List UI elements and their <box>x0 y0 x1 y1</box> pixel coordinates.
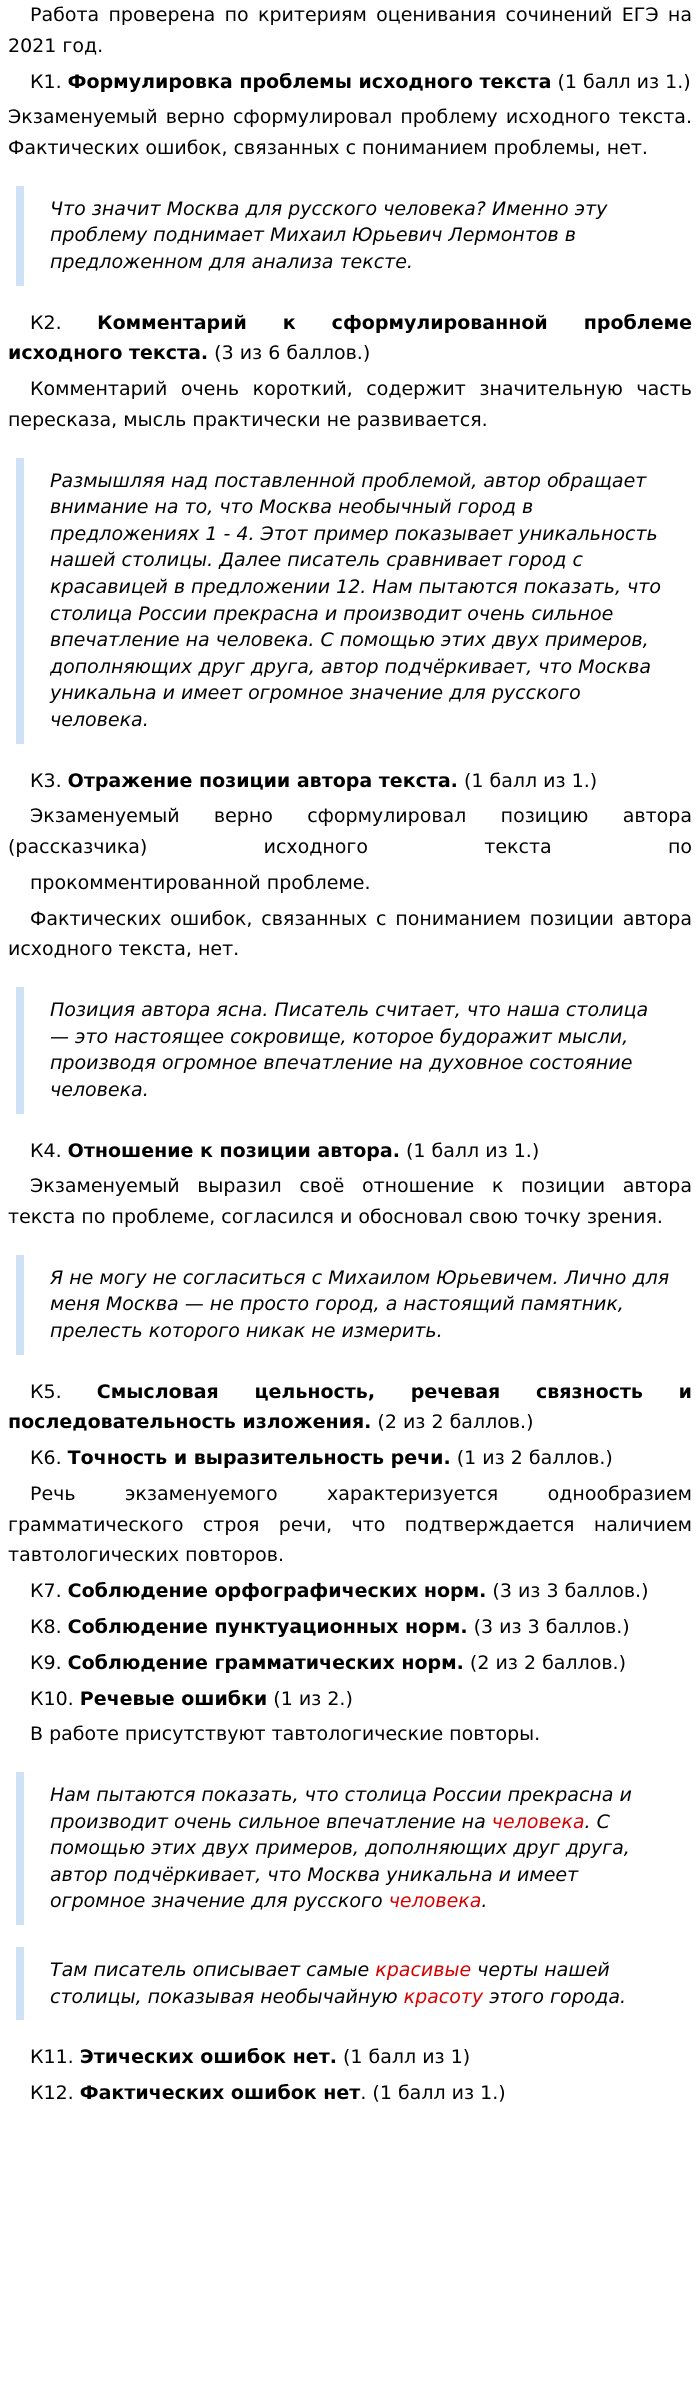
criterion-title: Формулировка проблемы исходного текста <box>67 70 552 93</box>
quote-text: . <box>481 1890 488 1913</box>
k10-comment: В работе присутствуют тавтологические повторы. <box>30 1723 541 1746</box>
criterion-score: (2 из 2 баллов.) <box>469 1651 626 1674</box>
criterion-number: К2. <box>30 311 62 334</box>
criterion-title: Соблюдение пунктуационных норм. <box>67 1616 468 1639</box>
k4-comment: Экзаменуемый выразил своё отношение к позиции автора текста по проблеме, согласился и обосновал свою точку зрения. <box>8 1175 692 1229</box>
k10-quote-1 <box>16 1772 692 1925</box>
criterion-number: К7. <box>30 1580 62 1603</box>
criterion-title: Речевые ошибки <box>79 1687 268 1710</box>
criterion-title: Комментарий к сформулированной проблеме исходного текста. <box>8 311 692 365</box>
criterion-k10 <box>8 1684 692 1715</box>
criterion-score: (1 балл из 1) <box>342 2046 471 2069</box>
quote-text: . С помощью этих двух примеров, дополняющих друг друга, автор подчёркивает, что Москва уникальна и имеет огромное значение для русского <box>50 1810 630 1913</box>
criterion-number: К3. <box>30 769 62 792</box>
criterion-k2 <box>8 308 692 370</box>
criterion-title: Этических ошибок нет. <box>79 2046 337 2069</box>
criterion-score: (1 балл из 1.) <box>557 70 691 93</box>
highlighted-word: красоту <box>403 1985 484 2008</box>
k3-comment-2: прокомментированной проблеме. <box>30 871 371 894</box>
quote-text: черты нашей столицы, показывая необычайную <box>50 1959 610 2008</box>
criterion-score: (1 из 2.) <box>273 1687 353 1710</box>
quote-text: Там писатель описывает самые <box>50 1959 376 1982</box>
criterion-number: К4. <box>30 1139 62 1162</box>
criterion-number: К9. <box>30 1651 62 1674</box>
criterion-number: К5. <box>30 1380 62 1403</box>
quote-text: этого города. <box>483 1985 627 2008</box>
criterion-k8 <box>8 1612 692 1643</box>
criterion-k3 <box>8 766 692 797</box>
criterion-k4 <box>8 1136 692 1167</box>
k1-comment: Экзаменуемый верно сформулировал проблему исходного текста. Фактических ошибок, связанных с пониманием проблемы, нет. <box>8 106 692 160</box>
criterion-score: (3 из 6 баллов.) <box>214 342 371 365</box>
criterion-k9 <box>8 1648 692 1679</box>
criterion-number: К11. <box>30 2046 74 2069</box>
criterion-number: К12. <box>30 2082 74 2104</box>
blank-space <box>8 2114 692 2394</box>
criterion-title: Соблюдение орфографических норм. <box>67 1580 487 1603</box>
criterion-k1 <box>8 67 692 98</box>
highlighted-word: человека <box>491 1810 585 1833</box>
criterion-number: К6. <box>30 1447 62 1470</box>
criterion-score: (2 из 2 баллов.) <box>377 1411 534 1434</box>
criterion-title: Фактических ошибок нет <box>79 2082 361 2104</box>
k4-quote: Я не могу не согласиться с Михаилом Юрьевичем. Лично для меня Москва — не просто город, а настоящий памятник, прелесть которого никак не измерить. <box>16 1255 692 1355</box>
criterion-score: (1 балл из 1.) <box>463 769 598 792</box>
criterion-title: Отражение позиции автора текста. <box>67 769 458 792</box>
k3-comment-1: Экзаменуемый верно сформулировал позицию автора (рассказчика) исходного текста по <box>8 805 692 859</box>
k6-comment: Речь экзаменуемого характеризуется однообразием грамматического строя речи, что подтверждается наличием тавтологических повторов. <box>8 1482 692 1567</box>
highlighted-word: человека <box>388 1890 482 1913</box>
criterion-title: Отношение к позиции автора. <box>67 1139 400 1162</box>
criterion-number: К8. <box>30 1616 62 1639</box>
k3-comment-3: Фактических ошибок, связанных с пониманием позиции автора исходного текста, нет. <box>8 907 692 961</box>
k2-comment: Комментарий очень короткий, содержит значительную часть пересказа, мысль практически не развивается. <box>8 378 692 431</box>
criterion-title: Точность и выразительность речи. <box>67 1447 451 1470</box>
criterion-number: К10. <box>30 1687 74 1710</box>
criterion-k11 <box>8 2042 692 2073</box>
criterion-k12 <box>8 2078 692 2109</box>
intro-text: Работа проверена по критериям оценивания сочинений ЕГЭ на 2021 год. <box>8 4 692 57</box>
k1-quote: Что значит Москва для русского человека? Именно эту проблему поднимает Михаил Юрьевич Лермонтов в предложенном для анализа тексте. <box>16 186 692 286</box>
highlighted-word: красивые <box>375 1959 472 1982</box>
punctuation: . <box>360 2082 367 2104</box>
criterion-k6 <box>8 1443 692 1474</box>
criterion-score: (1 балл из 1.) <box>372 2082 506 2104</box>
criterion-score: (3 из 3 баллов.) <box>473 1616 630 1639</box>
criterion-k5 <box>8 1377 692 1439</box>
criterion-score: (1 из 2 баллов.) <box>456 1447 613 1470</box>
criterion-number: К1. <box>30 70 62 93</box>
k10-quote-2 <box>16 1947 692 2020</box>
criterion-score: (3 из 3 баллов.) <box>492 1580 649 1603</box>
k2-quote: Размышляя над поставленной проблемой, автор обращает внимание на то, что Москва необычный город в предложениях 1 - 4. Этот пример показывает уникальность нашей столицы. Далее писатель сравнивает город с красавицей в предложении 12. Нам пытаются показать, что столица России прекрасна и производит очень сильное впечатление на человека. С помощью этих двух примеров, дополняющих друг друга, автор подчёркивает, что Москва уникальна и имеет огромное значение для русского человека. <box>16 458 692 744</box>
quote-text: Нам пытаются показать, что столица России прекрасна и производит очень сильное впечатление на <box>50 1784 632 1833</box>
criterion-title: Соблюдение грамматических норм. <box>67 1651 464 1674</box>
criterion-title: Смысловая цельность, речевая связность и последовательность изложения. <box>8 1380 692 1434</box>
k3-quote: Позиция автора ясна. Писатель считает, что наша столица — это настоящее сокровище, которое будоражит мысли, производя огромное впечатление на духовное состояние человека. <box>16 987 692 1113</box>
criterion-score: (1 балл из 1.) <box>406 1139 540 1162</box>
criterion-k7 <box>8 1576 692 1607</box>
